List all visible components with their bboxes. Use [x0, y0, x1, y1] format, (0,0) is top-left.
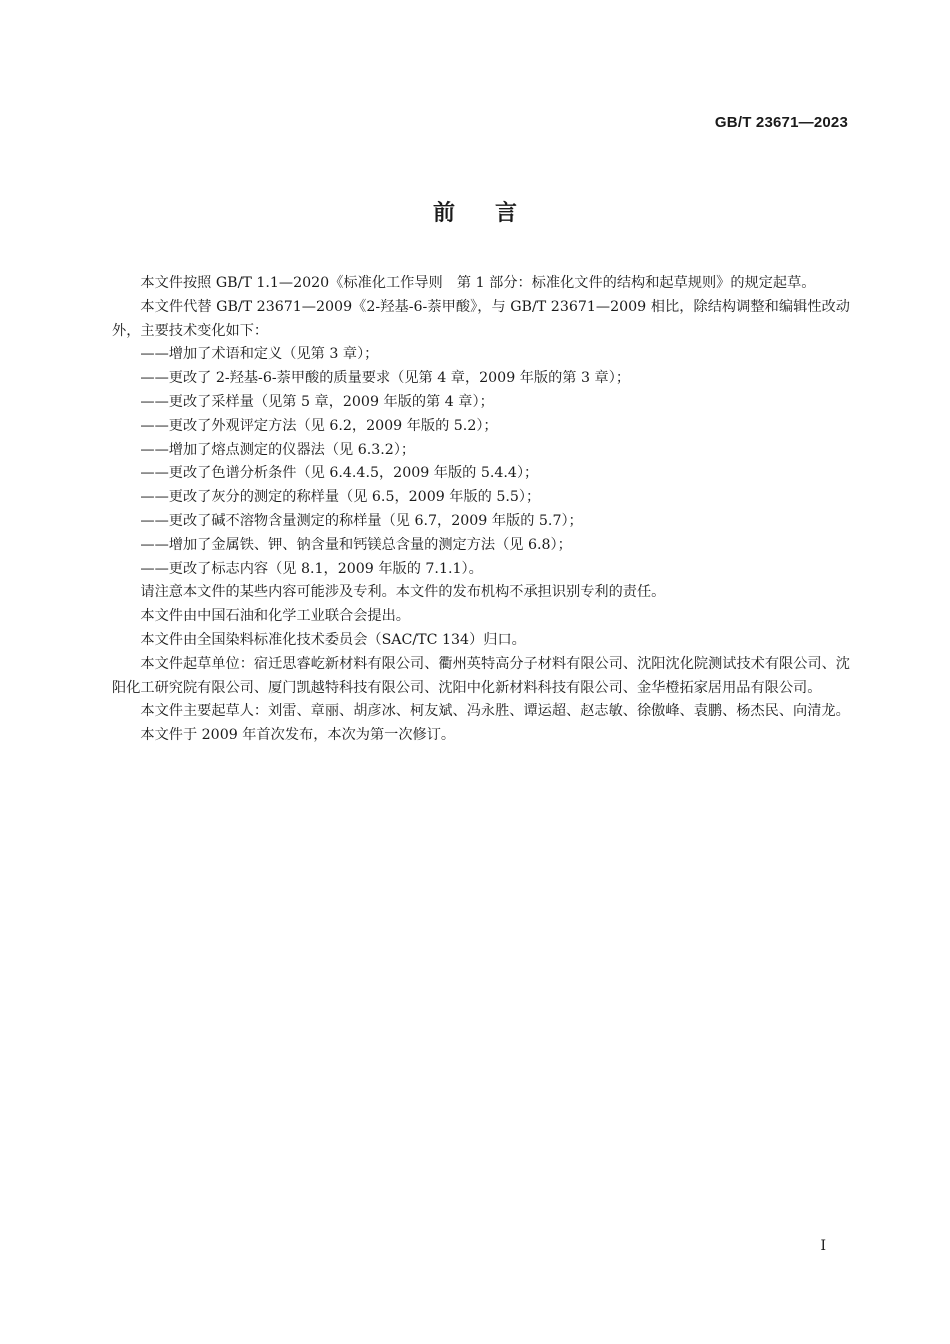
change-item: ——增加了金属铁、钾、钠含量和钙镁总含量的测定方法（见 6.8）；	[140, 536, 572, 553]
page-number: I	[820, 1238, 826, 1254]
paragraph-drafting-units: 本文件起草单位：宿迁思睿屹新材料有限公司、衢州英特高分子材料有限公司、沈阳沈化院测试技术有限公司、沈阳化工研究院有限公司、厦门凯越特科技有限公司、沈阳中化新材料科技有限公司、金华橙拓家居用品有限公司。	[112, 655, 850, 696]
change-item: ——更改了灰分的测定的称样量（见 6.5，2009 年版的 5.5）；	[140, 489, 541, 506]
paragraph-drafting-rules: 本文件按照 GB/T 1.1—2020《标准化工作导则 第 1 部分：标准化文件的结构和起草规则》的规定起草。	[140, 275, 816, 291]
change-item: ——更改了标志内容（见 8.1，2009 年版的 7.1.1）。	[140, 560, 483, 577]
page-title: 前言	[432, 201, 557, 226]
change-item: ——更改了外观评定方法（见 6.2，2009 年版的 5.2）；	[140, 417, 498, 434]
change-item: ——更改了色谱分析条件（见 6.4.4.5，2009 年版的 5.4.4）；	[140, 465, 539, 482]
change-item: ——更改了采样量（见第 5 章，2009 年版的第 4 章）；	[140, 393, 494, 410]
standard-number: GB/T 23671—2023	[714, 114, 848, 131]
foreword-body	[112, 272, 850, 748]
change-item: ——更改了碱不溶物含量测定的称样量（见 6.7，2009 年版的 5.7）；	[140, 512, 583, 529]
paragraph-patent-notice: 请注意本文件的某些内容可能涉及专利。本文件的发布机构不承担识别专利的责任。	[140, 584, 666, 601]
change-item: ——增加了术语和定义（见第 3 章）；	[140, 346, 379, 363]
paragraph-drafters: 本文件主要起草人：刘雷、章丽、胡彦冰、柯友斌、冯永胜、谭运超、赵志敏、徐傲峰、袁鹏、杨杰民、向清龙。	[140, 703, 850, 720]
change-item: ——更改了 2-羟基-6-萘甲酸的质量要求（见第 4 章，2009 年版的第 3 章）；	[140, 370, 631, 387]
change-item: ——增加了熔点测定的仪器法（见 6.3.2）；	[140, 441, 416, 458]
paragraph-committee: 本文件由全国染料标准化技术委员会（SAC/TC 134）归口。	[140, 631, 526, 648]
paragraph-proposer: 本文件由中国石油和化学工业联合会提出。	[140, 608, 410, 625]
paragraph-history: 本文件于 2009 年首次发布，本次为第一次修订。	[140, 727, 456, 744]
paragraph-replacement: 本文件代替 GB/T 23671—2009《2-羟基-6-萘甲酸》，与 GB/T 23671—2009 相比，除结构调整和编辑性改动外，主要技术变化如下：	[112, 298, 850, 339]
